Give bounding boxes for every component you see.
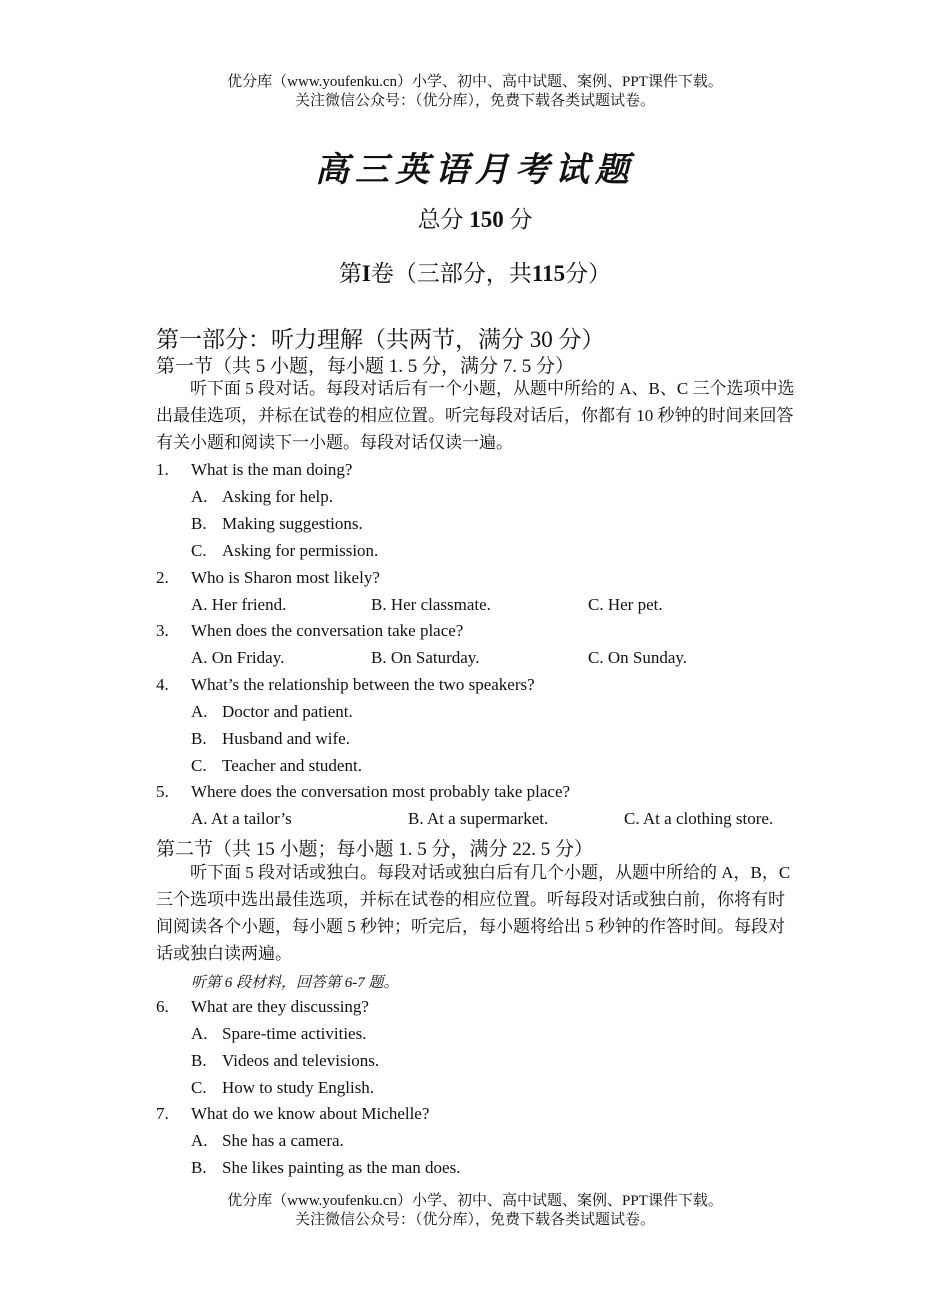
- option-b: [371, 648, 479, 668]
- option-letter: A.: [191, 648, 208, 667]
- question-text: What are they discussing?: [191, 997, 369, 1016]
- option-letter: C.: [588, 595, 604, 614]
- option-text: Teacher and student.: [222, 756, 362, 775]
- option-letter: B.: [408, 809, 424, 828]
- option-letter: B.: [191, 729, 207, 748]
- volume-roman: I: [361, 261, 371, 286]
- part1-heading: 第一部分：听力理解（共两节，满分 30 分）: [156, 327, 605, 352]
- option-letter: C.: [624, 809, 640, 828]
- volume-score: 115: [531, 261, 566, 286]
- option-text: Making suggestions.: [222, 514, 363, 533]
- material-note: 听第 6 段材料，回答第 6-7 题。: [191, 975, 399, 991]
- option-text: How to study English.: [222, 1078, 375, 1097]
- option-text: At a tailor’s: [210, 809, 292, 828]
- option-letter: C.: [191, 541, 207, 560]
- option-letter: A.: [191, 809, 208, 828]
- option-letter: B.: [191, 1051, 207, 1070]
- option-c: [624, 809, 773, 829]
- total-score-value: 150: [469, 207, 504, 232]
- question-number: 4.: [156, 675, 169, 694]
- option-text: On Saturday.: [390, 648, 480, 667]
- option-text: Husband and wife.: [222, 729, 350, 748]
- question-text: Where does the conversation most probably take place?: [191, 782, 571, 801]
- option-text: She likes painting as the man does.: [222, 1158, 461, 1177]
- option-text: Doctor and patient.: [222, 702, 353, 721]
- total-score-suffix: 分: [509, 207, 533, 232]
- option-letter: C.: [588, 648, 604, 667]
- page-header-line1: 优分库（www.youfenku.cn）小学、初中、高中试题、案例、PPT课件下载。: [227, 74, 723, 90]
- option-letter: A.: [191, 487, 208, 506]
- total-score-prefix: 总分: [417, 207, 464, 232]
- total-score: [0, 201, 950, 234]
- question-number: 1.: [156, 460, 169, 479]
- question-number: 5.: [156, 782, 169, 801]
- option-text: Asking for permission.: [222, 541, 379, 560]
- volume-heading: [0, 255, 950, 288]
- volume-p2: 卷（三部分，共: [370, 261, 532, 286]
- page-header-line2: 关注微信公众号：（优分库），免费下载各类试题试卷。: [294, 93, 655, 109]
- option-text: At a clothing store.: [642, 809, 774, 828]
- option-text: On Friday.: [211, 648, 285, 667]
- question-text: What’s the relationship between the two speakers?: [191, 675, 535, 694]
- option-text: Videos and televisions.: [222, 1051, 380, 1070]
- option-letter: B.: [191, 1158, 207, 1177]
- section1-instructions: 听下面 5 段对话。每段对话后有一个小题，从题中所给的 A、B、C 三个选项中选出最佳选项，并标在试卷的相应位置。听完每段对话后，你都有 10 秒钟的时间来回答有关小题和阅读下一小题。每段对话仅读一遍。: [156, 379, 795, 452]
- option-text: On Sunday.: [607, 648, 688, 667]
- option-text: Her pet.: [607, 595, 663, 614]
- page-footer-line2: 关注微信公众号：（优分库），免费下载各类试题试卷。: [294, 1212, 655, 1228]
- question-number: 3.: [156, 621, 169, 640]
- option-letter: B.: [371, 595, 387, 614]
- question-number: 7.: [156, 1104, 169, 1123]
- option-letter: A.: [191, 1131, 208, 1150]
- option-b: [408, 809, 548, 829]
- question-text: What is the man doing?: [191, 460, 353, 479]
- option-letter: B.: [371, 648, 387, 667]
- option-a: [191, 595, 286, 615]
- option-c: [588, 648, 687, 668]
- option-c: [588, 595, 663, 615]
- section2-heading: 第二节（共 15 小题；每小题 1. 5 分，满分 22. 5 分）: [156, 839, 594, 860]
- question-number: 6.: [156, 997, 169, 1016]
- option-b: [371, 595, 491, 615]
- question-text: Who is Sharon most likely?: [191, 568, 380, 587]
- exam-title: 高三英语月考试题: [315, 152, 635, 189]
- question-number: 2.: [156, 568, 169, 587]
- option-text: Her friend.: [211, 595, 287, 614]
- volume-p3: 分）: [565, 261, 612, 286]
- option-a: [191, 648, 284, 668]
- question-text: When does the conversation take place?: [191, 621, 464, 640]
- volume-p1: 第: [338, 261, 362, 286]
- option-letter: B.: [191, 514, 207, 533]
- option-letter: A.: [191, 702, 208, 721]
- option-text: Her classmate.: [390, 595, 491, 614]
- option-text: Spare-time activities.: [222, 1024, 367, 1043]
- option-text: At a supermarket.: [426, 809, 549, 828]
- option-letter: C.: [191, 756, 207, 775]
- option-letter: A.: [191, 1024, 208, 1043]
- section1-heading: 第一节（共 5 小题，每小题 1. 5 分，满分 7. 5 分）: [156, 356, 575, 377]
- option-letter: C.: [191, 1078, 207, 1097]
- option-text: She has a camera.: [222, 1131, 344, 1150]
- section2-instructions: 听下面 5 段对话或独白。每段对话或独白后有几个小题，从题中所给的 A，B，C 三个选项中选出最佳选项，并标在试卷的相应位置。听每段对话或独白前，你将有时间阅读各个小题，每小题 5 秒钟；听完后，每小题将给出 5 秒钟的作答时间。每段对话或独白读两遍。: [156, 863, 791, 963]
- option-letter: A.: [191, 595, 208, 614]
- option-text: Asking for help.: [222, 487, 333, 506]
- page-footer-line1: 优分库（www.youfenku.cn）小学、初中、高中试题、案例、PPT课件下载。: [227, 1193, 723, 1209]
- question-text: What do we know about Michelle?: [191, 1104, 430, 1123]
- option-a: [191, 809, 292, 829]
